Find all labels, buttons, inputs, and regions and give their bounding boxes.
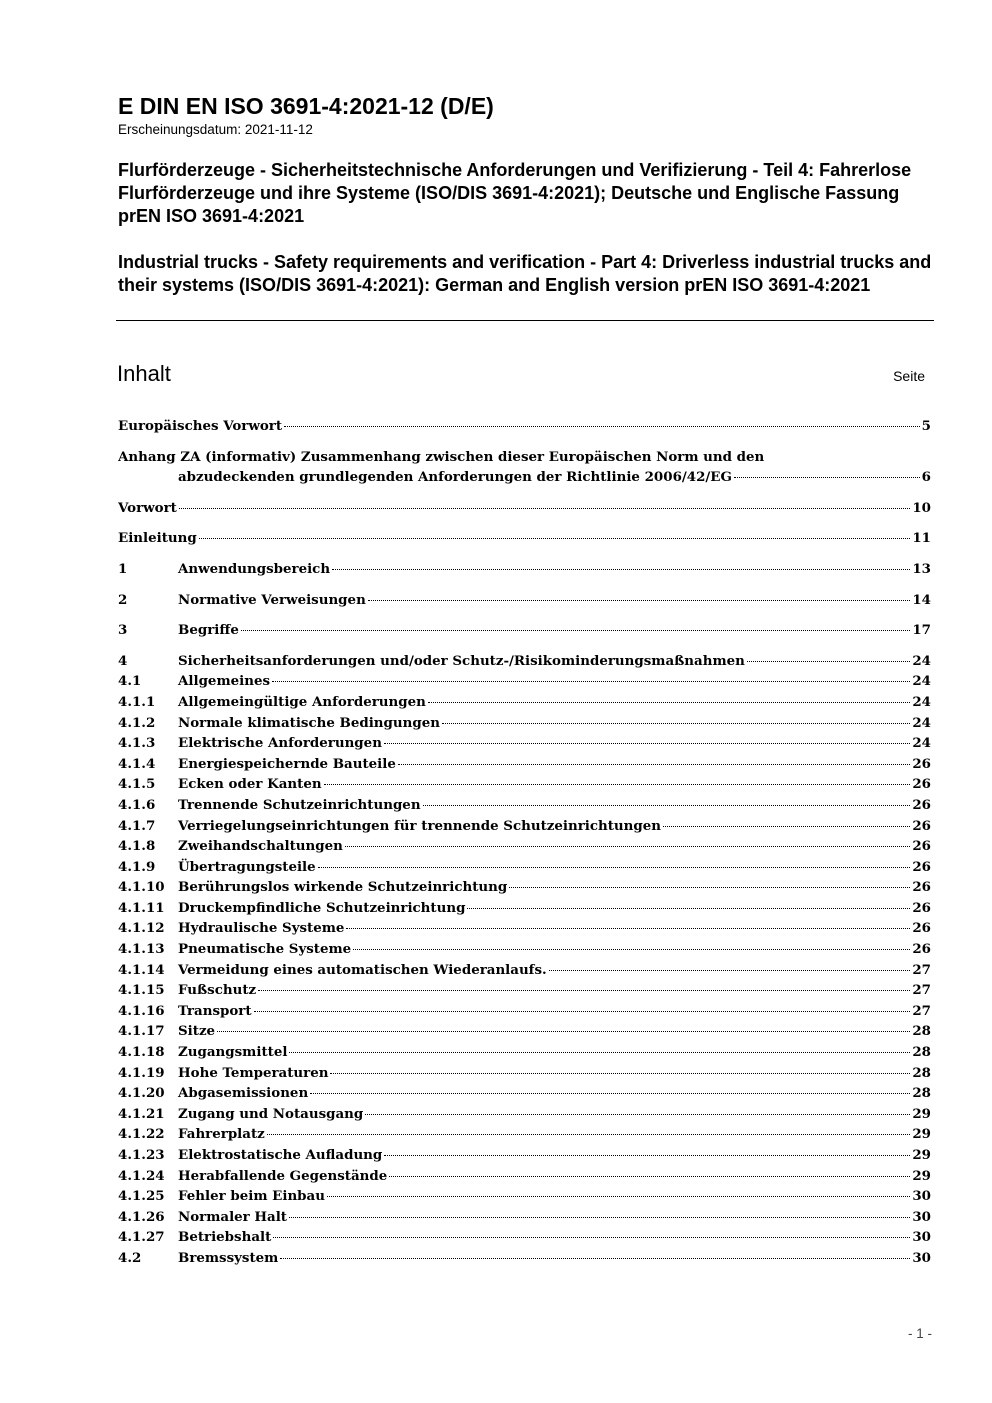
toc-entry[interactable]: [118, 1145, 931, 1166]
toc-leader: [199, 538, 911, 539]
toc-entry-title: Druckempfindliche Schutzeinrichtung: [178, 899, 466, 916]
toc-entry-number: 4.2: [118, 1249, 142, 1266]
toc-entry-title: Abgasemissionen: [178, 1085, 309, 1102]
toc-entry-title: Energiespeichernde Bauteile: [178, 755, 396, 772]
toc-leader: [258, 990, 910, 991]
toc-leader: [423, 805, 911, 806]
toc-entry[interactable]: [118, 1083, 931, 1104]
toc-entry[interactable]: [118, 1166, 931, 1187]
toc-entry-page: 13: [912, 560, 931, 577]
toc-leader: [217, 1031, 910, 1032]
toc-entry-page: 26: [912, 838, 931, 855]
toc-entry[interactable]: [118, 447, 931, 488]
toc-entry[interactable]: [118, 836, 931, 857]
toc-entry[interactable]: [118, 1063, 931, 1084]
toc-entry[interactable]: [118, 1042, 931, 1063]
toc-entry[interactable]: [118, 877, 931, 898]
toc-entry-title: Fehler beim Einbau: [178, 1188, 325, 1205]
toc-leader: [254, 1011, 911, 1012]
toc-entry-number: 4.1.17: [118, 1023, 165, 1040]
toc-page-label: Seite: [893, 368, 925, 384]
toc-entry-number: 4.1.3: [118, 735, 156, 752]
toc-entry-page: 30: [912, 1249, 931, 1266]
document-id: E DIN EN ISO 3691-4:2021-12 (D/E): [118, 93, 494, 119]
toc-leader: [442, 723, 910, 724]
toc-entry-number: 4.1.13: [118, 941, 165, 958]
toc-leader: [272, 681, 910, 682]
toc-entry-page: 29: [912, 1147, 931, 1163]
toc-entry-page: 26: [912, 796, 931, 813]
toc-entry[interactable]: [118, 528, 931, 549]
toc-entry-page: 26: [912, 879, 931, 896]
toc-entry-title-continued: abzudeckenden grundlegenden Anforderungen der Richtlinie 2006/42/EG: [178, 469, 732, 486]
toc-entry-title: Elektrische Anforderungen: [178, 735, 382, 752]
toc-leader: [389, 1176, 910, 1177]
toc-entry-page: 26: [912, 858, 931, 875]
toc-entry-title: Anhang ZA (informativ) Zusammenhang zwischen dieser Europäischen Norm und den: [118, 448, 765, 465]
toc-entry[interactable]: [118, 498, 931, 519]
toc-entry[interactable]: [118, 939, 931, 960]
toc-entry-title: Zugangsmittel: [178, 1044, 288, 1061]
toc-entry-title: Einleitung: [118, 530, 197, 547]
toc-entry-page: 30: [912, 1188, 931, 1205]
toc-entry-title: Hydraulische Systeme: [178, 920, 345, 937]
table-of-contents: [118, 416, 931, 1269]
toc-leader: [310, 1093, 910, 1094]
toc-entry[interactable]: [118, 1104, 931, 1125]
toc-entry-number: 4.1.25: [118, 1188, 165, 1205]
toc-entry-page: 26: [912, 755, 931, 772]
toc-leader: [549, 970, 911, 971]
toc-entry-page: 30: [912, 1208, 931, 1225]
toc-entry[interactable]: [118, 590, 931, 611]
toc-entry-page: 5: [921, 418, 931, 434]
toc-entry[interactable]: [118, 671, 931, 692]
toc-entry[interactable]: [118, 980, 931, 1001]
toc-entry-number: 4.1.16: [118, 1002, 165, 1019]
toc-entry-title: Pneumatische Systeme: [178, 941, 352, 958]
toc-entry[interactable]: [118, 416, 931, 437]
toc-leader: [368, 600, 911, 601]
toc-entry-title: Herabfallende Gegenstände: [178, 1167, 388, 1184]
toc-entry-title: Transport: [178, 1002, 252, 1019]
toc-leader: [241, 630, 911, 631]
toc-entry-title: Verriegelungseinrichtungen für trennende Schutzeinrichtungen: [178, 817, 662, 834]
toc-entry-title: Begriffe: [178, 622, 239, 639]
toc-entry-title: Anwendungsbereich: [178, 560, 331, 577]
toc-leader: [318, 867, 911, 868]
toc-entry[interactable]: [118, 816, 931, 837]
toc-entry-page: 26: [912, 817, 931, 834]
toc-entry-number: 4: [118, 652, 128, 669]
toc-entry[interactable]: [118, 898, 931, 919]
toc-entry-page: 24: [912, 693, 931, 710]
toc-entry[interactable]: [118, 651, 931, 672]
toc-entry-number: 2: [118, 591, 128, 608]
toc-entry-title: Ecken oder Kanten: [178, 776, 322, 793]
toc-entry-number: 4.1.7: [118, 817, 156, 834]
toc-leader: [327, 1196, 910, 1197]
toc-entry-page: 28: [912, 1085, 931, 1102]
toc-entry-page: 17: [912, 622, 931, 639]
toc-entry-title: Betriebshalt: [178, 1229, 272, 1246]
toc-entry-number: 4.1.8: [118, 838, 156, 855]
toc-leader: [384, 1155, 910, 1156]
toc-entry-number: 4.1.20: [118, 1085, 165, 1102]
toc-entry[interactable]: [118, 857, 931, 878]
toc-entry[interactable]: [118, 1227, 931, 1248]
toc-entry-number: 4.1.18: [118, 1044, 165, 1061]
toc-entry[interactable]: [118, 1124, 931, 1145]
toc-entry-title: Vermeidung eines automatischen Wiederanlaufs.: [178, 961, 547, 978]
toc-leader: [398, 764, 910, 765]
toc-entry-title: Normaler Halt: [178, 1208, 287, 1225]
toc-leader: [332, 569, 910, 570]
toc-entry-page: 11: [912, 530, 931, 547]
toc-entry-title: Berührungslos wirkende Schutzeinrichtung: [178, 879, 508, 896]
toc-entry-title: Allgemeingültige Anforderungen: [178, 693, 426, 710]
toc-leader: [330, 1073, 910, 1074]
toc-entry-page: 24: [912, 652, 931, 669]
toc-entry-page: 26: [912, 920, 931, 937]
toc-heading: Inhalt: [117, 361, 171, 386]
toc-entry-title: Normale klimatische Bedingungen: [178, 714, 440, 731]
toc-entry[interactable]: [118, 692, 931, 713]
toc-entry[interactable]: [118, 559, 931, 580]
toc-leader: [179, 508, 911, 509]
toc-entry[interactable]: [118, 620, 931, 641]
toc-entry[interactable]: [118, 754, 931, 775]
toc-leader: [284, 426, 920, 427]
toc-entry-number: 4.1.23: [118, 1147, 165, 1163]
toc-leader: [365, 1114, 910, 1115]
toc-entry[interactable]: [118, 918, 931, 939]
toc-entry-page: 28: [912, 1044, 931, 1061]
toc-entry-page: 29: [912, 1126, 931, 1143]
toc-entry-number: 1: [118, 560, 128, 577]
toc-entry[interactable]: [118, 713, 931, 734]
toc-leader: [353, 949, 910, 950]
toc-entry-title: Sicherheitsanforderungen und/oder Schutz-/Risikominderungsmaßnahmen: [178, 652, 745, 669]
toc-entry-page: 27: [912, 961, 931, 978]
toc-entry-number: 4.1.14: [118, 961, 165, 978]
toc-entry-page: 10: [912, 499, 931, 516]
toc-entry-page: 26: [912, 941, 931, 958]
toc-leader: [289, 1052, 910, 1053]
toc-entry-page: 14: [912, 591, 931, 608]
toc-leader: [324, 784, 911, 785]
toc-entry[interactable]: [118, 1248, 931, 1269]
toc-entry-page: 27: [912, 982, 931, 999]
toc-entry-page: 29: [912, 1105, 931, 1122]
title-english: Industrial trucks - Safety requirements and verification - Part 4: Driverless industrial trucks and their systems (ISO/DIS 3691-4:2021): German and English version prEN ISO 3691-4:2021: [118, 252, 932, 295]
toc-entry-page: 6: [921, 469, 931, 486]
toc-entry-title: Europäisches Vorwort: [118, 418, 283, 434]
toc-entry-number: 4.1.9: [118, 858, 156, 875]
toc-entry-title: Zweihandschaltungen: [178, 838, 343, 855]
toc-entry-title: Fußschutz: [178, 982, 257, 999]
publication-date: Erscheinungsdatum: 2021-11-12: [118, 122, 313, 137]
toc-entry-number: 4.1.4: [118, 755, 156, 772]
toc-leader: [734, 477, 920, 478]
toc-entry[interactable]: [118, 774, 931, 795]
toc-entry-number: 3: [118, 622, 128, 639]
toc-entry[interactable]: [118, 960, 931, 981]
toc-leader: [747, 661, 910, 662]
toc-entry[interactable]: [118, 1186, 931, 1207]
toc-entry-number: 4.1.10: [118, 879, 165, 896]
toc-entry[interactable]: [118, 1207, 931, 1228]
toc-entry-title: Sitze: [178, 1023, 216, 1040]
header-divider: [116, 320, 934, 321]
toc-entry-number: 4.1.2: [118, 714, 156, 731]
toc-entry-number: 4.1.15: [118, 982, 165, 999]
toc-leader: [289, 1217, 910, 1218]
toc-entry-page: 29: [912, 1167, 931, 1184]
toc-entry-number: 4.1.24: [118, 1167, 165, 1184]
toc-entry-number: 4.1.19: [118, 1064, 165, 1081]
page-number: - 1 -: [907, 1326, 932, 1341]
toc-entry-page: 27: [912, 1002, 931, 1019]
toc-entry-title: Normative Verweisungen: [178, 591, 366, 608]
toc-entry-title: Fahrerplatz: [178, 1126, 265, 1143]
toc-entry[interactable]: [118, 733, 931, 754]
toc-entry-number: 4.1.6: [118, 796, 156, 813]
toc-entry-number: 4.1.11: [118, 899, 165, 916]
toc-entry-page: 26: [912, 899, 931, 916]
title-german: Flurförderzeuge - Sicherheitstechnische Anforderungen und Verifizierung - Teil 4: Fahrerlose Flurförderzeuge und ihre Systeme (ISO/DIS 3691-4:2021); Deutsche und Englische Fassung prEN ISO 3691-4:2021: [118, 160, 912, 226]
toc-entry-page: 28: [912, 1064, 931, 1081]
toc-entry-page: 26: [912, 776, 931, 793]
toc-leader: [663, 826, 910, 827]
toc-entry-title: Hohe Temperaturen: [178, 1064, 329, 1081]
toc-entry-number: 4.1: [118, 673, 142, 690]
toc-entry-page: 24: [912, 673, 931, 690]
toc-entry-number: 4.1.21: [118, 1105, 165, 1122]
toc-leader: [346, 928, 910, 929]
toc-entry-number: 4.1.26: [118, 1208, 165, 1225]
toc-entry-page: 28: [912, 1023, 931, 1040]
toc-entry-title: Übertragungsteile: [178, 858, 316, 875]
toc-entry-title: Trennende Schutzeinrichtungen: [178, 796, 421, 813]
toc-leader: [273, 1237, 910, 1238]
toc-entry-title: Zugang und Notausgang: [178, 1105, 364, 1122]
toc-entry-title: Elektrostatische Aufladung: [178, 1147, 383, 1163]
toc-leader: [428, 702, 911, 703]
toc-entry-number: 4.1.12: [118, 920, 165, 937]
toc-leader: [345, 846, 910, 847]
toc-leader: [384, 743, 910, 744]
toc-leader: [509, 887, 910, 888]
toc-entry-number: 4.1.22: [118, 1126, 165, 1143]
toc-entry-page: 24: [912, 714, 931, 731]
toc-leader: [280, 1258, 910, 1259]
toc-entry[interactable]: [118, 795, 931, 816]
toc-leader: [267, 1134, 911, 1135]
toc-entry-title: Vorwort: [118, 499, 177, 516]
toc-entry-page: 30: [912, 1229, 931, 1246]
toc-entry-title: Bremssystem: [178, 1249, 279, 1266]
toc-entry[interactable]: [118, 1021, 931, 1042]
toc-leader: [467, 908, 910, 909]
toc-entry-number: 4.1.5: [118, 776, 156, 793]
toc-entry-number: 4.1.27: [118, 1229, 165, 1246]
toc-entry[interactable]: [118, 1001, 931, 1022]
toc-entry-title: Allgemeines: [178, 673, 271, 690]
toc-entry-page: 24: [912, 735, 931, 752]
toc-entry-number: 4.1.1: [118, 693, 156, 710]
